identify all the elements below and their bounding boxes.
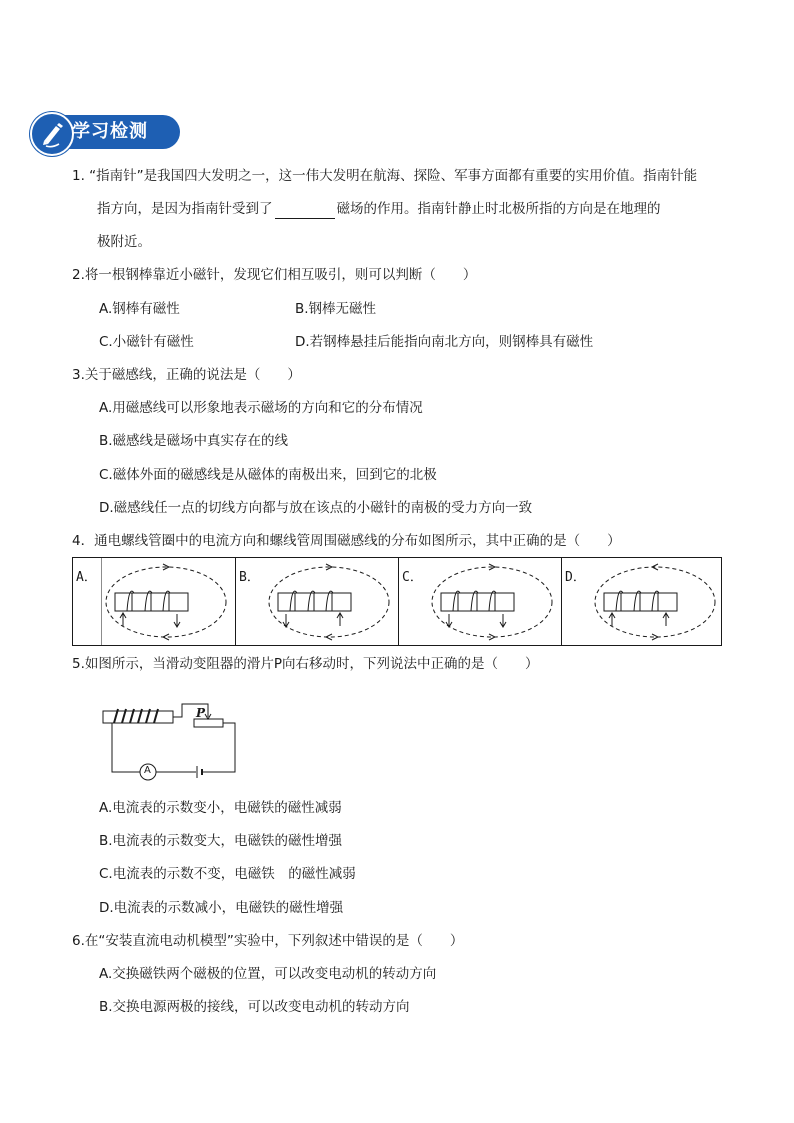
q4-label-d: D．: [565, 570, 586, 585]
ammeter-label: A: [144, 765, 151, 776]
q6-stem: 6.在“安装直流电动机模型”实验中，下列叙述中错误的是（ ）: [72, 933, 464, 949]
q5-stem: 5.如图所示，当滑动变阻器的滑片P向右移动时，下列说法中正确的是（ ）: [72, 656, 539, 672]
solenoid-diagram-b: [264, 558, 398, 645]
q3-option-c[interactable]: C.磁体外面的磁感线是从磁体的南极出来，回到它的北极: [99, 467, 437, 483]
q4-label-b: B．: [239, 570, 260, 585]
q4-option-a-cell[interactable]: [73, 558, 235, 645]
q1-line3: 极附近。: [97, 234, 151, 250]
q5-circuit-figure: [98, 684, 238, 788]
q5-option-b[interactable]: B.电流表的示数变大，电磁铁的磁性增强: [99, 833, 343, 849]
solenoid-diagram-a: [101, 558, 235, 645]
q3-option-d[interactable]: D.磁感线任一点的切线方向都与放在该点的小磁针的南极的受力方向一致: [99, 500, 533, 516]
q6-option-b[interactable]: B.交换电源两极的接线，可以改变电动机的转动方向: [99, 999, 410, 1015]
q1-line2-pre: 指方向，是因为指南针受到了: [97, 201, 273, 217]
q6-option-a[interactable]: A.交换磁铁两个磁极的位置，可以改变电动机的转动方向: [99, 966, 437, 982]
q2-option-b[interactable]: B.钢棒无磁性: [295, 301, 377, 317]
q3-option-b[interactable]: B.磁感线是磁场中真实存在的线: [99, 433, 289, 449]
q4-label-a: A．: [76, 570, 97, 585]
q1-line1: 1. “指南针”是我国四大发明之一，这一伟大发明在航海、探险、军事方面都有重要的实用价值。指南针能: [72, 168, 698, 184]
q1-answer-blank[interactable]: [275, 204, 335, 219]
q5-option-c[interactable]: C.电流表的示数不变，电磁铁 的磁性减弱: [99, 866, 356, 882]
section-banner: [30, 112, 180, 152]
q4-option-b-cell[interactable]: [236, 558, 398, 645]
q2-option-a[interactable]: A.钢棒有磁性: [99, 301, 180, 317]
q4-option-c-cell[interactable]: [399, 558, 561, 645]
section-title: 学习检测: [72, 121, 148, 142]
q3-option-a[interactable]: A.用磁感线可以形象地表示磁场的方向和它的分布情况: [99, 400, 423, 416]
solenoid-diagram-c: [427, 558, 561, 645]
q2-option-d[interactable]: D.若钢棒悬挂后能指向南北方向，则钢棒具有磁性: [295, 334, 594, 350]
q4-figure-table: [72, 557, 722, 646]
q2-stem: 2.将一根钢棒靠近小磁针，发现它们相互吸引，则可以判断（ ）: [72, 267, 477, 283]
pencil-icon: [30, 112, 74, 156]
q4-option-d-cell[interactable]: [562, 558, 721, 645]
q1-line2-post: 磁场的作用。指南针静止时北极所指的方向是在地理的: [336, 201, 661, 217]
q4-label-c: C．: [402, 570, 423, 585]
q3-stem: 3.关于磁感线，正确的说法是（ ）: [72, 367, 301, 383]
q2-option-c[interactable]: C.小磁针有磁性: [99, 334, 194, 350]
solenoid-diagram-d: [590, 558, 721, 645]
q5-option-d[interactable]: D.电流表的示数减小，电磁铁的磁性增强: [99, 900, 344, 916]
q1-line2: [97, 199, 661, 219]
circuit-diagram: [98, 684, 238, 788]
slider-p-label: P: [196, 706, 206, 720]
q5-option-a[interactable]: A.电流表的示数变小，电磁铁的磁性减弱: [99, 800, 342, 816]
q4-stem: 4．通电螺线管圈中的电流方向和螺线管周围磁感线的分布如图所示，其中正确的是（ ）: [72, 533, 621, 549]
